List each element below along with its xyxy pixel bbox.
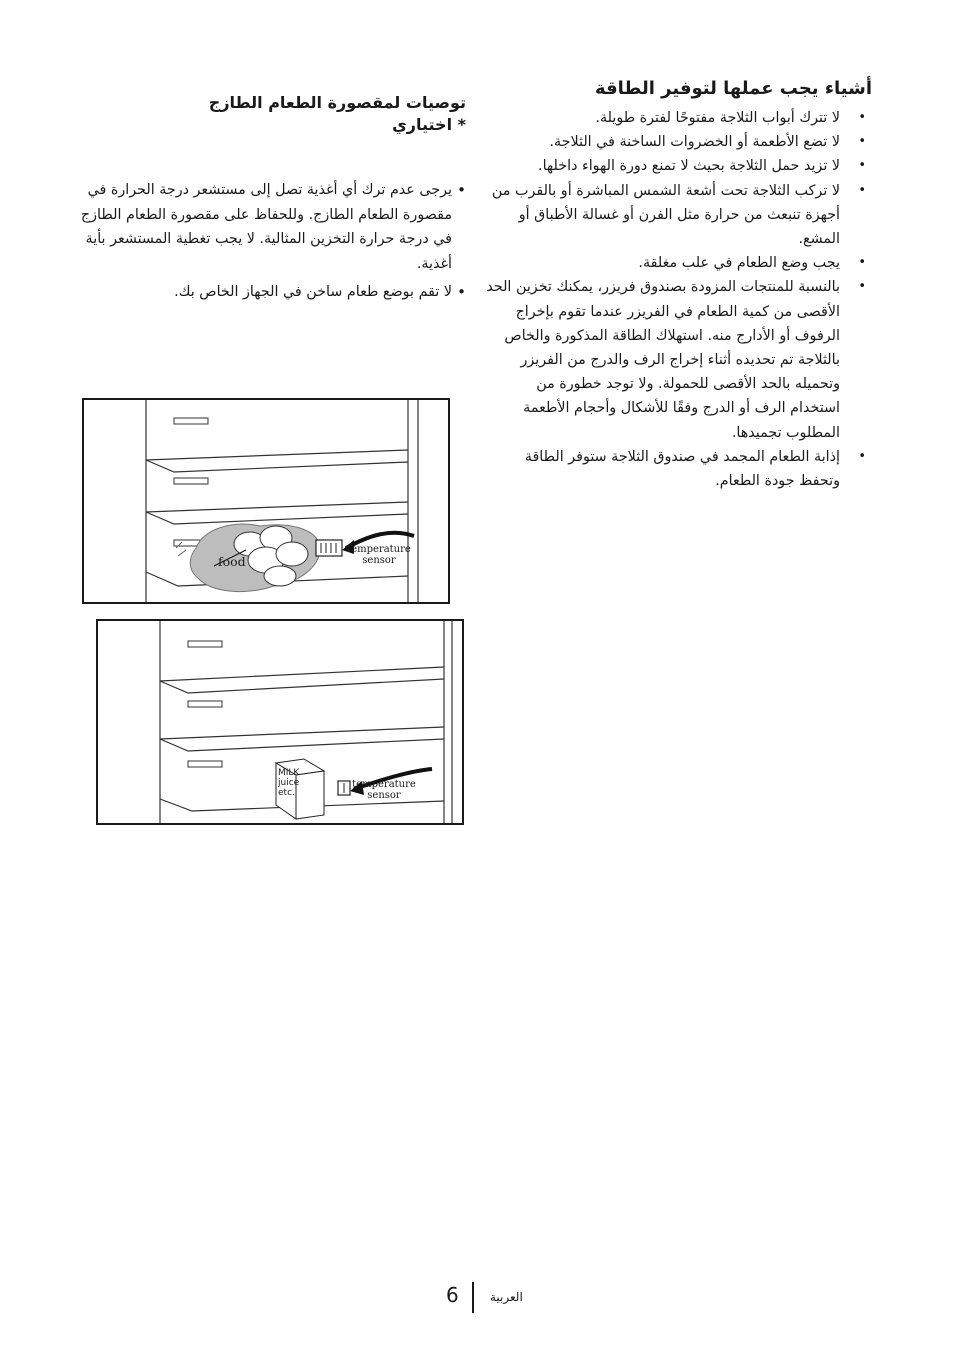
- fresh-food-heading: توصيات لمقصورة الطعام الطازج: [208, 93, 466, 112]
- list-item: • لا تترك أبواب الثلاجة مفتوحًا لفترة طويلة.: [486, 106, 872, 130]
- carton-label-line2: juice: [278, 778, 300, 788]
- footer-language: العربية: [490, 1290, 523, 1304]
- list-item: • لا تركب الثلاجة تحت أشعة الشمس المباشرة أو بالقرب من أجهزة تنبعث من حرارة مثل الفرن أو غسالة الأطباق أو المشع.: [486, 179, 872, 252]
- figure-carton-near-sensor: [96, 619, 464, 825]
- optional-note: * اختياري: [392, 115, 466, 134]
- carton-label-line1: MILK: [278, 768, 300, 778]
- list-item: • لا تزيد حمل الثلاجة بحيث لا تمنع دورة الهواء داخلها.: [486, 154, 872, 178]
- page-number: 6: [446, 1283, 459, 1307]
- list-item: • إذابة الطعام المجمد في صندوق الثلاجة ستوفر الطاقة وتحفظ جودة الطعام.: [486, 445, 872, 493]
- energy-saving-list: [486, 106, 872, 493]
- sensor-label-line1: temperature: [352, 779, 416, 790]
- energy-saving-section: [486, 78, 872, 493]
- list-item: • يرجى عدم ترك أي أغذية تصل إلى مستشعر درجة الحرارة في مقصورة الطعام الطازج. وللحفاظ على مقصورة الطعام الطازج في درجة حرارة التخزين المثالية. لا يجب تغطية المستشعر بأية أغذية.: [80, 178, 466, 276]
- list-item: • لا تقم بوضع طعام ساخن في الجهاز الخاص بك.: [80, 280, 466, 305]
- sensor-label-line2: sensor: [362, 555, 396, 566]
- carton-label-line3: etc.: [278, 788, 295, 798]
- energy-saving-heading: أشياء يجب عملها لتوفير الطاقة: [594, 78, 872, 99]
- sensor-label-line2: sensor: [367, 790, 401, 801]
- fresh-food-list: [80, 178, 466, 305]
- list-item: • يجب وضع الطعام في علب مغلقة.: [486, 251, 872, 275]
- list-item: • لا تضع الأطعمة أو الخضروات الساخنة في الثلاجة.: [486, 130, 872, 154]
- footer-divider: [472, 1282, 474, 1313]
- figure-food-near-sensor: [82, 398, 450, 604]
- fresh-food-section: [80, 92, 466, 305]
- sensor-label-line1: temperature: [347, 544, 411, 555]
- food-label: food: [218, 554, 246, 569]
- fridge-interior-drawing: [84, 400, 448, 602]
- list-item: • بالنسبة للمنتجات المزودة بصندوق فريزر، يمكنك تخزين الحد الأقصى من كمية الطعام في الفريزر عندما تقوم بإخراج الرفوف أو الأدارج منه. استهلاك الطاقة المذكورة والخاص بالثلاجة تم تحديده أثناء إخراج الرف والدرج من الفريزر وتحميله بالحد الأقصى للحمولة. ولا توجد خطورة من استخدام الرف أو الدرج وفقًا للأشكال وأحجام الأطعمة المطلوب تجميدها.: [486, 275, 872, 444]
